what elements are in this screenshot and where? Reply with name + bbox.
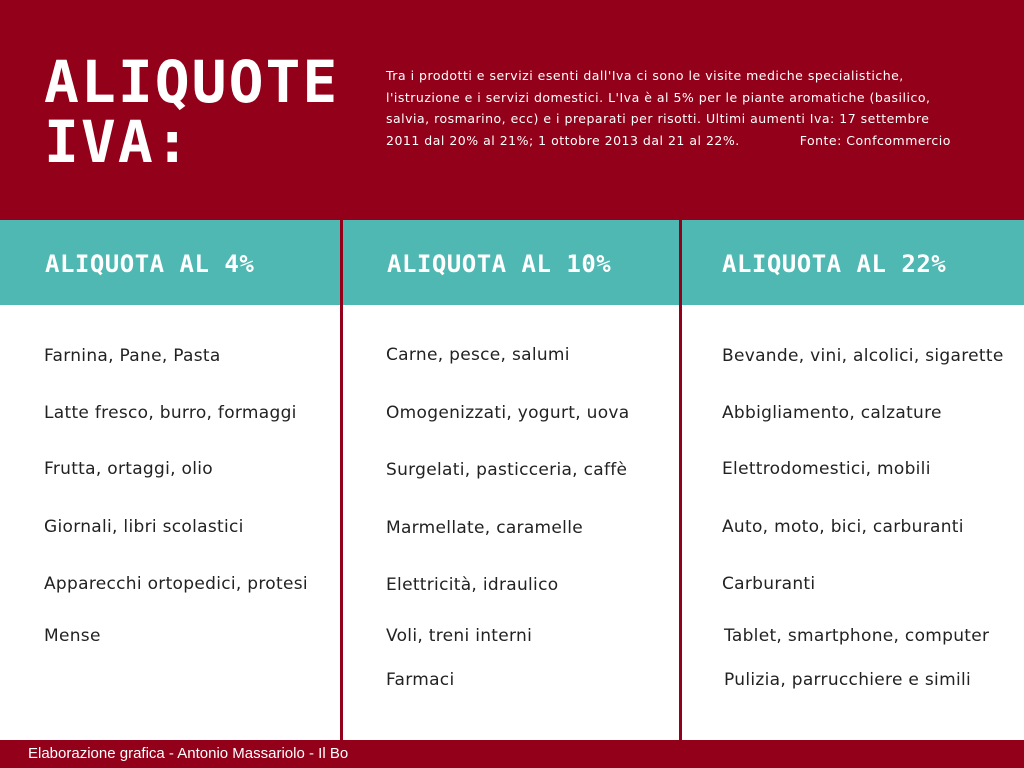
list-item: Latte fresco, burro, formaggi bbox=[44, 403, 297, 423]
credit-text: Elaborazione grafica - Antonio Massariolo - Il Bo bbox=[28, 745, 349, 762]
list-item: Mense bbox=[44, 626, 101, 646]
list-item: Carne, pesce, salumi bbox=[386, 345, 570, 365]
list-item: Bevande, vini, alcolici, sigarette bbox=[722, 346, 1004, 366]
source-label: Fonte: Confcommercio bbox=[799, 132, 951, 148]
footer-bar bbox=[0, 740, 1024, 768]
list-item: Elettricità, idraulico bbox=[386, 575, 559, 595]
column-heading-4: ALIQUOTA AL 4% bbox=[45, 250, 255, 278]
list-item: Carburanti bbox=[722, 574, 816, 594]
list-item: Tablet, smartphone, computer bbox=[724, 626, 990, 646]
header-banner bbox=[0, 0, 1024, 220]
title-line-1: ALIQUOTE bbox=[44, 48, 340, 116]
list-item: Giornali, libri scolastici bbox=[44, 517, 244, 537]
description-body: Tra i prodotti e servizi esenti dall'Iva ci sono le visite mediche specialistiche, l'istruzione e i servizi domestici. L'Iva è al 5% per le piante aromatiche (basilico, salvia, rosmarino, ecc) e i preparati per risotti. Ultimi aumenti Iva: 17 settembre 2011 dal 20% al 21%; 1 ottobre 2013 dal 21 al 22%. bbox=[386, 68, 931, 148]
list-item: Surgelati, pasticceria, caffè bbox=[386, 460, 628, 480]
list-item: Abbigliamento, calzature bbox=[722, 403, 942, 423]
column-heading-10: ALIQUOTA AL 10% bbox=[387, 250, 612, 278]
list-item: Elettrodomestici, mobili bbox=[722, 459, 931, 479]
description-text bbox=[386, 65, 966, 151]
column-divider bbox=[340, 220, 343, 740]
list-item: Auto, moto, bici, carburanti bbox=[722, 517, 964, 537]
column-divider bbox=[679, 220, 682, 740]
list-item: Farnina, Pane, Pasta bbox=[44, 346, 221, 366]
list-item: Pulizia, parrucchiere e simili bbox=[724, 670, 972, 690]
column-heading-22: ALIQUOTA AL 22% bbox=[722, 250, 947, 278]
page-title bbox=[44, 48, 340, 176]
title-line-2: IVA: bbox=[44, 108, 192, 176]
list-item: Frutta, ortaggi, olio bbox=[44, 459, 213, 479]
list-item: Omogenizzati, yogurt, uova bbox=[386, 403, 630, 423]
list-item: Marmellate, caramelle bbox=[386, 518, 583, 538]
list-item: Apparecchi ortopedici, protesi bbox=[44, 574, 308, 594]
list-item: Voli, treni interni bbox=[386, 626, 533, 646]
list-item: Farmaci bbox=[386, 670, 455, 690]
